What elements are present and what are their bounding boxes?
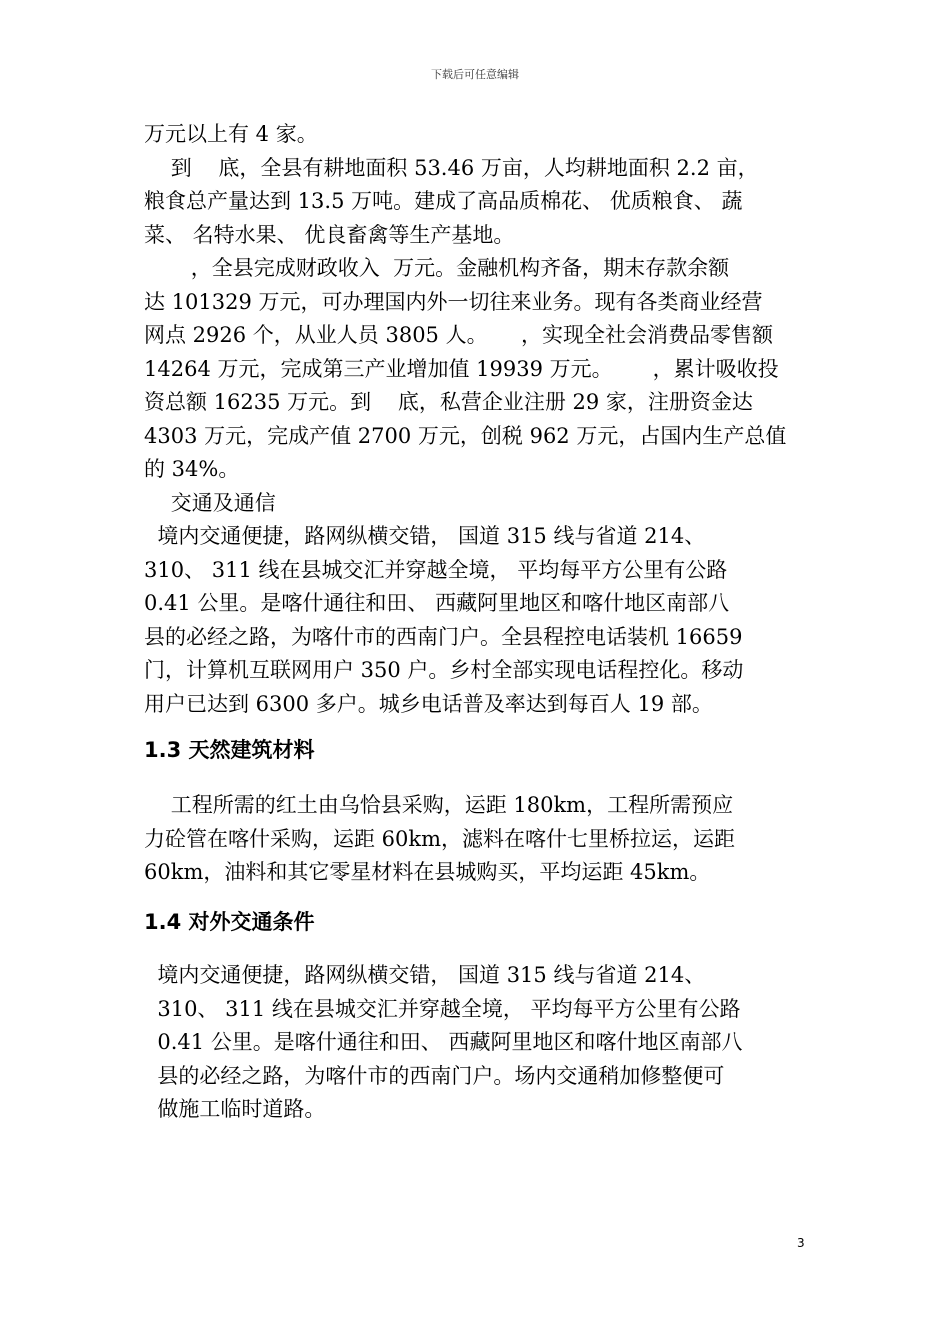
text-line: 门，计算机互联网用户 350 户。乡村全部实现电话程控化。移动 xyxy=(144,658,744,682)
section-heading-1-3: 1.3 天然建筑材料 xyxy=(144,738,315,762)
text-line: 达 101329 万元，可办理国内外一切往来业务。现有各类商业经营 xyxy=(144,289,763,314)
text-line: 14264 万元，完成第三产业增加值 19939 万元。 ，累计吸收投 xyxy=(144,356,779,381)
text-line: 万元以上有 4 家。 xyxy=(144,122,318,146)
body-paragraphs xyxy=(144,118,816,721)
section-1-3-paragraph xyxy=(144,789,816,890)
text-line: 菜、 名特水果、 优良畜禽等生产基地。 xyxy=(144,222,515,247)
text-line: 310、 311 线在县城交汇并穿越全境， 平均每平方公里有公路 xyxy=(144,996,741,1021)
text-line: 县的必经之路，为喀什市的西南门户。全县程控电话装机 16659 xyxy=(144,624,743,649)
text-line: 0.41 公里。是喀什通往和田、 西藏阿里地区和喀什地区南部八 xyxy=(144,591,730,615)
page-number: 3 xyxy=(797,1236,805,1250)
text-line: 县的必经之路，为喀什市的西南门户。场内交通稍加修整便可 xyxy=(144,1063,725,1088)
text-line: 网点 2926 个，从业人员 3805 人。 ，实现全社会消费品零售额 xyxy=(144,323,773,347)
text-line: 力砼管在喀什采购，运距 60km，滤料在喀什七里桥拉运，运距 xyxy=(144,826,736,851)
text-line: 工程所需的红土由乌恰县采购，运距 180km，工程所需预应 xyxy=(144,793,734,817)
text-line: 做施工临时道路。 xyxy=(144,1097,326,1121)
page-header: 下载后可任意编辑 xyxy=(431,68,519,81)
text-line: 境内交通便捷，路网纵横交错， 国道 315 线与省道 214、 xyxy=(144,524,706,548)
text-line: 310、 311 线在县城交汇并穿越全境， 平均每平方公里有公路 xyxy=(144,557,728,582)
text-line: 用户已达到 6300 多户。城乡电话普及率达到每百人 19 部。 xyxy=(144,691,713,716)
text-line: 4303 万元，完成产值 2700 万元，创税 962 万元，占国内生产总值 xyxy=(144,423,787,448)
text-line: ，全县完成财政收入 万元。金融机构齐备，期末存款余额 xyxy=(144,256,730,280)
text-line: 粮食总产量达到 13.5 万吨。建成了高品质棉花、 优质粮食、 蔬 xyxy=(144,189,743,213)
text-line: 境内交通便捷，路网纵横交错， 国道 315 线与省道 214、 xyxy=(144,963,706,987)
text-line: 资总额 16235 万元。到 底，私营企业注册 29 家，注册资金达 xyxy=(144,390,753,414)
text-line: 0.41 公里。是喀什通往和田、 西藏阿里地区和喀什地区南部八 xyxy=(144,1030,743,1054)
section-heading-1-4: 1.4 对外交通条件 xyxy=(144,910,315,934)
subsection-title-transport: 交通及通信 xyxy=(144,490,276,515)
text-line: 60km，油料和其它零星材料在县城购买，平均运距 45km。 xyxy=(144,860,711,884)
text-line: 的 34%。 xyxy=(144,457,240,481)
section-1-4-paragraph xyxy=(144,959,816,1127)
text-line: 到 底，全县有耕地面积 53.46 万亩，人均耕地面积 2.2 亩， xyxy=(144,155,759,180)
